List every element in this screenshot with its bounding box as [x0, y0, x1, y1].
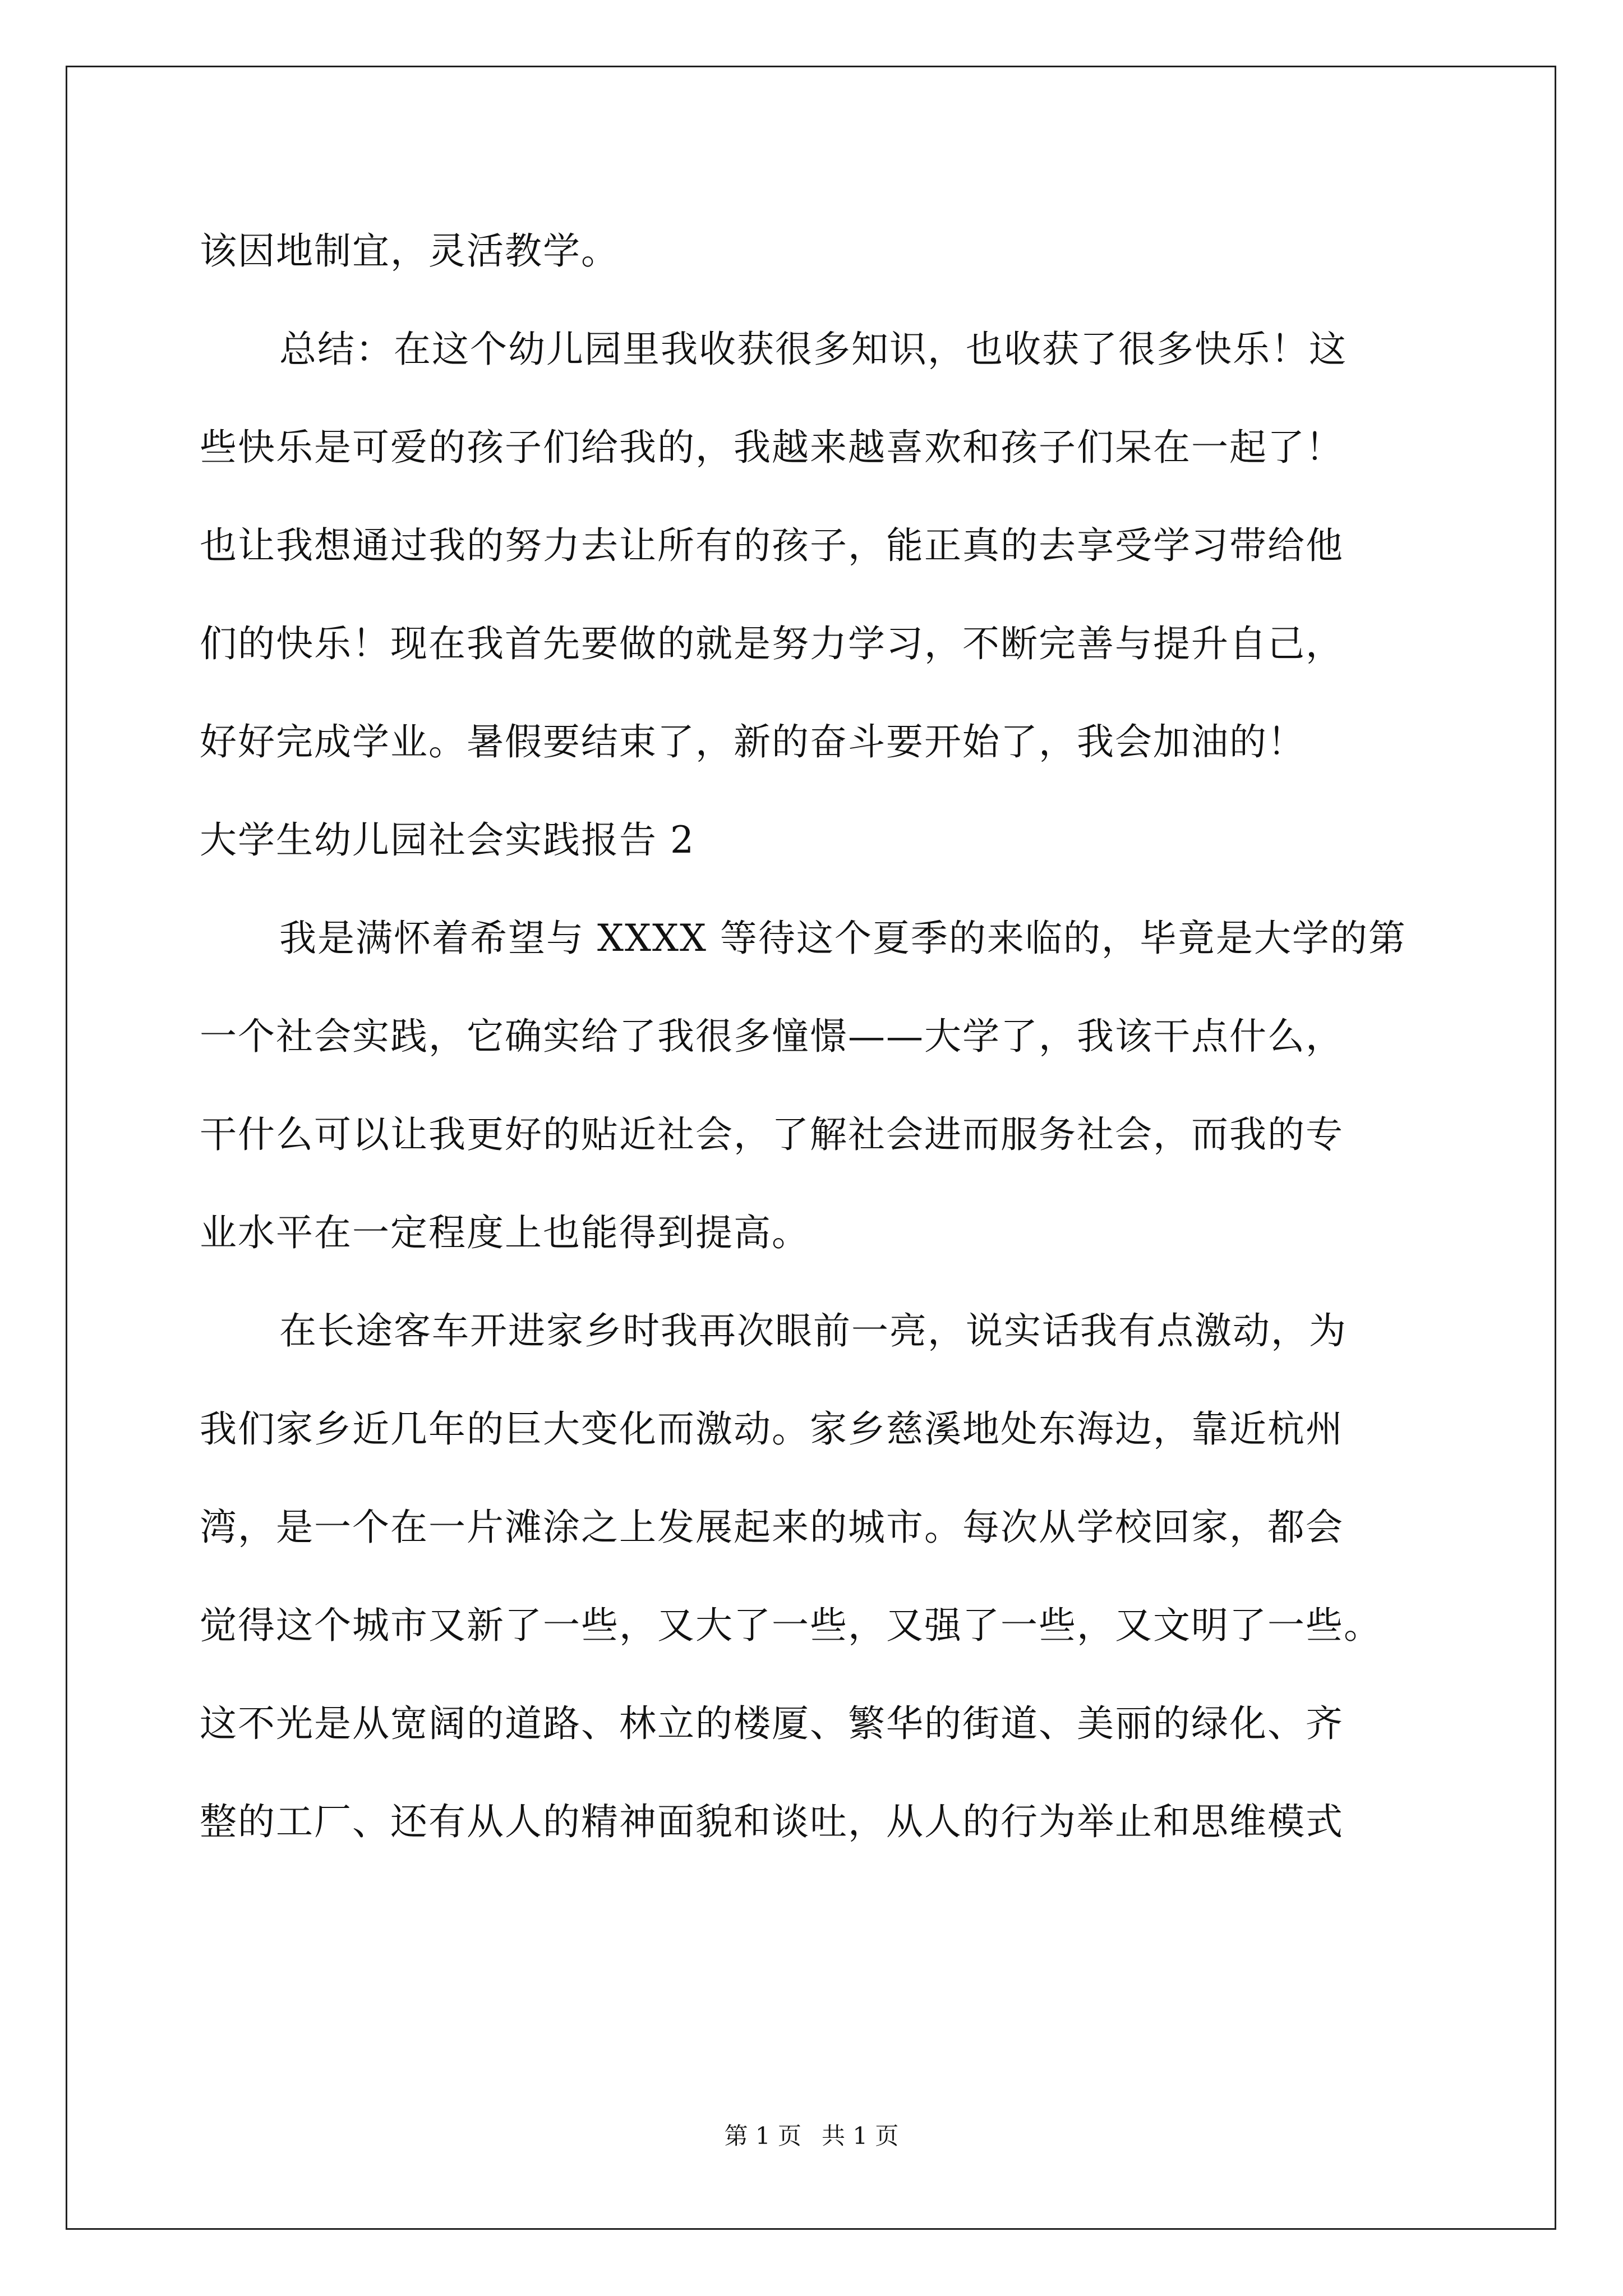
- page-number: 第 1 页: [724, 2122, 801, 2150]
- paragraph-start-summary: 总结：在这个幼儿园里我收获很多知识，也收获了很多快乐！这: [279, 328, 1347, 371]
- text-line: 们的快乐！现在我首先要做的就是努力学习，不断完善与提升自己，: [200, 622, 1344, 665]
- text-line: 湾，是一个在一片滩涂之上发展起来的城市。每次从学校回家，都会: [200, 1506, 1344, 1549]
- text-line: 该因地制宜，灵活教学。: [200, 229, 619, 273]
- text-line: 干什么可以让我更好的贴近社会，了解社会进而服务社会，而我的专: [200, 1113, 1344, 1156]
- paragraph-start: 我是满怀着希望与 XXXX 等待这个夏季的来临的，毕竟是大学的第: [279, 917, 1407, 960]
- text-line: 整的工厂、还有从人的精神面貌和谈吐，从人的行为举止和思维模式: [200, 1800, 1344, 1843]
- text-line: 一个社会实践，它确实给了我很多憧憬——大学了，我该干点什么，: [200, 1015, 1344, 1058]
- text-line: 好好完成学业。暑假要结束了，新的奋斗要开始了，我会加油的！: [200, 720, 1306, 763]
- document-body: [200, 202, 1422, 1871]
- text-line: 这不光是从宽阔的道路、林立的楼厦、繁华的街道、美丽的绿化、齐: [200, 1702, 1344, 1745]
- text-line: 也让我想通过我的努力去让所有的孩子，能正真的去享受学习带给他: [200, 524, 1344, 567]
- text-line: 些快乐是可爱的孩子们给我的，我越来越喜欢和孩子们呆在一起了！: [200, 426, 1344, 469]
- text-line: 我们家乡近几年的巨大变化而激动。家乡慈溪地处东海边，靠近杭州: [200, 1407, 1344, 1451]
- section-heading: 大学生幼儿园社会实践报告 2: [200, 818, 695, 862]
- text-line: 觉得这个城市又新了一些，又大了一些，又强了一些，又文明了一些。: [200, 1604, 1382, 1647]
- paragraph-start: 在长途客车开进家乡时我再次眼前一亮，说实话我有点激动，为: [279, 1309, 1347, 1352]
- page-footer: [0, 2119, 1623, 2153]
- text-line: 业水平在一定程度上也能得到提高。: [200, 1211, 810, 1254]
- page-total: 共 1 页: [822, 2122, 899, 2150]
